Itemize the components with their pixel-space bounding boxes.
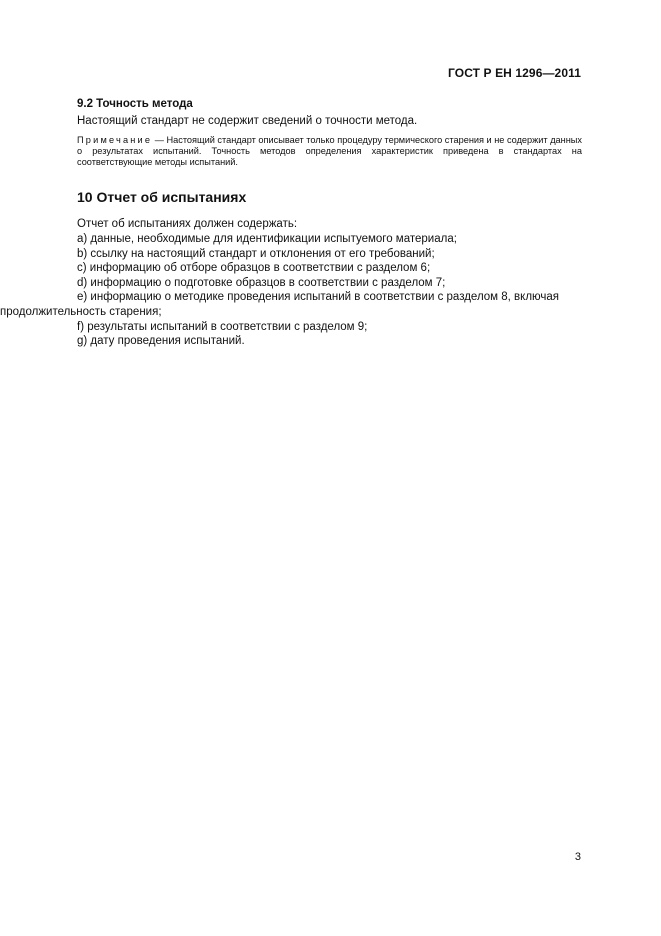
page-content bbox=[0, 98, 583, 349]
page-number: 3 bbox=[574, 851, 581, 863]
note-label: Примечание bbox=[77, 134, 153, 145]
list-item: f) результаты испытаний в соответствии с разделом 9; bbox=[77, 320, 368, 333]
list-item: d) информацию о подготовке образцов в соответствии с разделом 7; bbox=[77, 276, 446, 289]
section-heading-10: 10 Отчет об испытаниях bbox=[77, 189, 247, 206]
note-text: — Настоящий стандарт описывает только процедуру термического старения и не содержит данных о результатах испытаний. Точность методов определения характеристик приведена в стандартах на соответствующие методы испытаний. bbox=[77, 134, 583, 168]
report-intro: Отчет об испытаниях должен содержать: bbox=[77, 218, 298, 231]
list-item: a) данные, необходимые для идентификации испытуемого материала; bbox=[77, 233, 457, 246]
document-code: ГОСТ Р ЕН 1296—2011 bbox=[448, 66, 581, 80]
report-items-list bbox=[0, 232, 582, 349]
list-item: c) информацию об отборе образцов в соответствии с разделом 6; bbox=[77, 262, 431, 275]
subsection-9-2-text: Настоящий стандарт не содержит сведений о точности метода. bbox=[77, 115, 418, 127]
list-item: e) информацию о методике проведения испытаний в соответствии с разделом 8, включая продолжительность старения; bbox=[0, 291, 560, 319]
list-item: b) ссылку на настоящий стандарт и отклонения от его требований; bbox=[77, 247, 435, 260]
note-paragraph bbox=[77, 135, 582, 169]
subsection-heading-9-2: 9.2 Точность метода bbox=[77, 98, 193, 110]
list-item: g) дату проведения испытаний. bbox=[77, 335, 245, 348]
